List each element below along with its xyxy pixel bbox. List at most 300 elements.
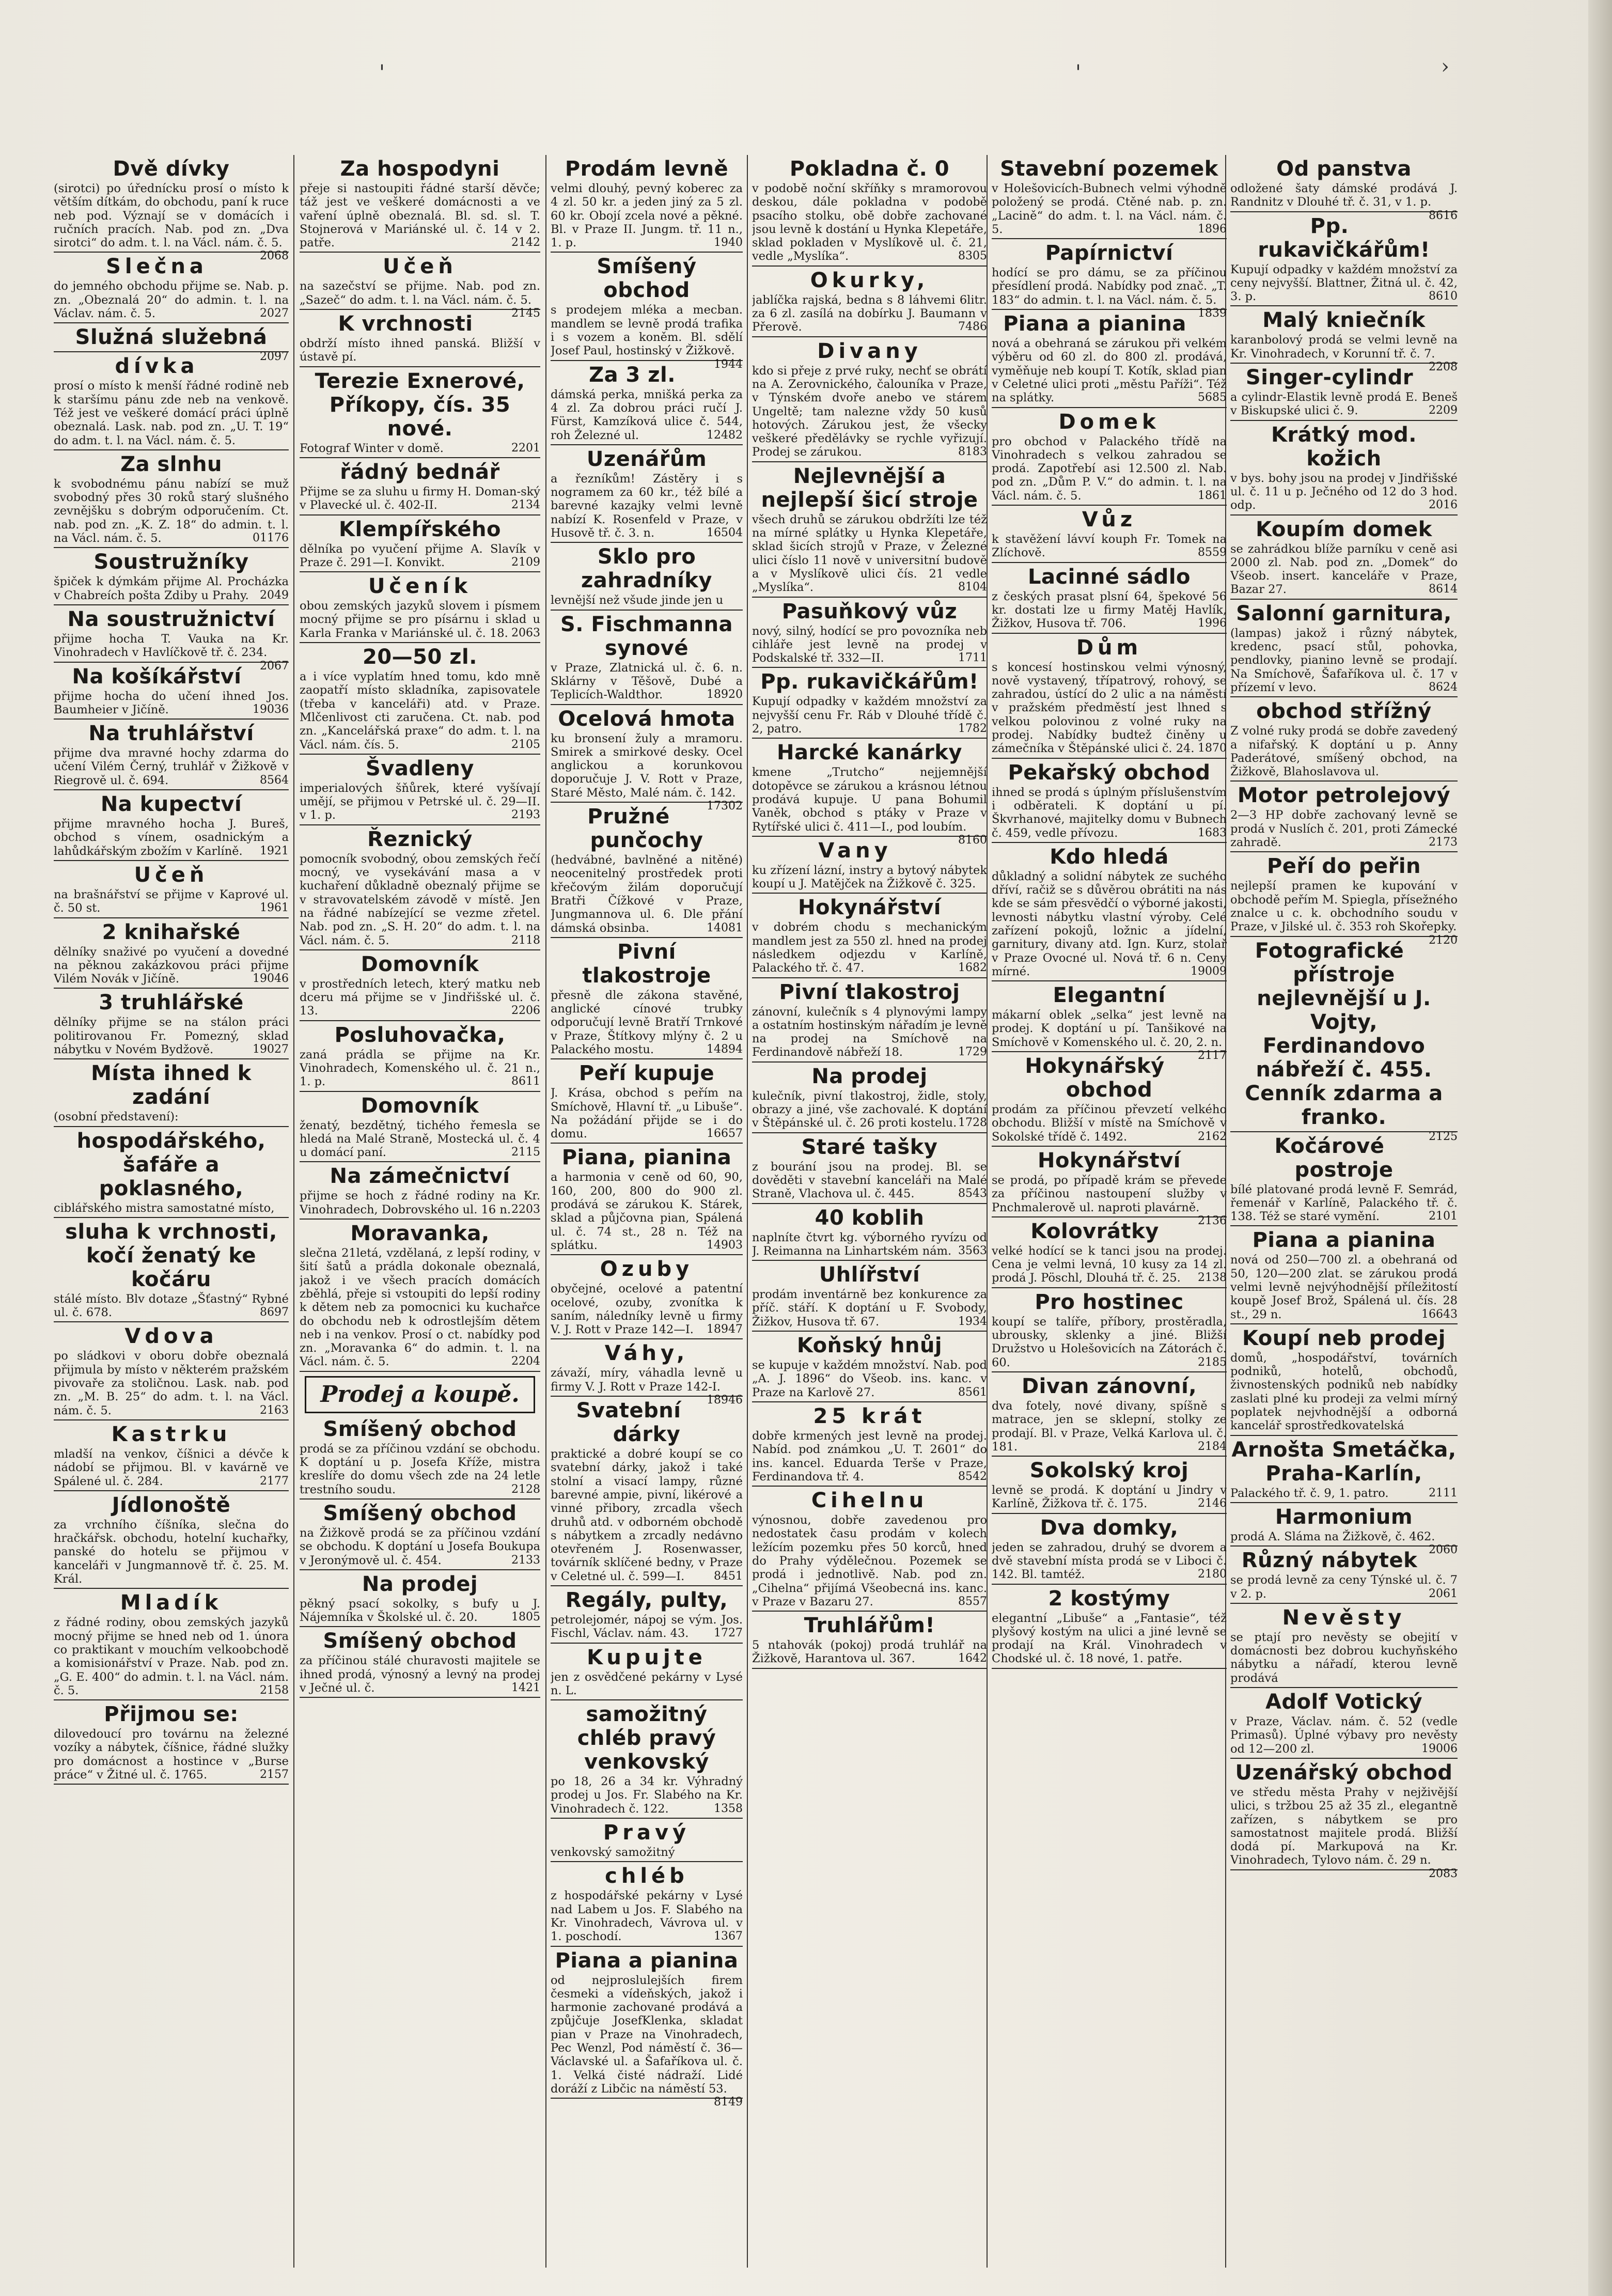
ad-title: Pokladna č. 0 — [789, 157, 950, 181]
ad-divider — [1230, 1545, 1458, 1547]
print-mark-center: ' — [1075, 61, 1081, 85]
ad-text — [1230, 627, 1458, 694]
ad-title: Za hospodyni — [340, 157, 500, 181]
ad-title: Domovník — [361, 1094, 479, 1118]
classified-ad — [300, 1222, 540, 1372]
ad-body: levnější než všude jinde jen u — [551, 593, 724, 607]
ad-divider — [300, 1626, 540, 1627]
ad-body: důkladný a solidní nábytek ze suchého dříví, račiž se s důvěrou obrátiti na nás kde se sám přesvědčí o výborné jakosti, levnosti nábytku vlastní výroby. Celé zařízení pokojů, ložnic a jídelní, garnitury, divany atd. Ign. Kurz, stolař v Praze Ovocné ul. Nová tř. 6 n. Ceny mírné. — [992, 869, 1227, 978]
ad-divider — [1230, 514, 1458, 516]
ad-divider — [300, 824, 540, 825]
ad-divider — [300, 571, 540, 572]
ad-number: 2097 — [260, 350, 289, 364]
ad-text — [1230, 182, 1458, 222]
ad-divider — [551, 252, 743, 253]
ad-title: Hokynářství — [1037, 1148, 1181, 1173]
classified-ad — [752, 269, 987, 337]
ad-text — [54, 1110, 289, 1123]
ad-title: Pružné punčochy — [587, 805, 703, 853]
ad-divider — [752, 1331, 987, 1332]
ad-text — [54, 1201, 289, 1215]
classified-ad — [300, 757, 540, 825]
classified-ad — [1230, 518, 1458, 600]
ad-divider — [300, 514, 540, 516]
ad-number: 2173 — [1429, 836, 1458, 849]
classified-ad — [992, 410, 1227, 506]
classified-ad — [54, 354, 289, 450]
ad-title: Divan zánovní, — [1021, 1374, 1197, 1398]
ad-divider — [992, 1668, 1227, 1669]
ad-divider — [752, 461, 987, 462]
ad-number: 2109 — [511, 555, 540, 569]
ad-divider — [551, 1643, 743, 1644]
ad-divider — [300, 366, 540, 367]
ad-text — [300, 542, 540, 570]
ad-title: Od panstva — [1276, 157, 1412, 181]
classified-ad — [54, 792, 289, 861]
ad-divider — [752, 1061, 987, 1063]
ad-number: 1896 — [1198, 222, 1227, 236]
ad-title: Cihelnu — [811, 1489, 928, 1513]
section-heading-box: Prodej a koupě. — [305, 1376, 535, 1413]
classified-ad — [992, 1148, 1227, 1227]
column-3 — [551, 155, 743, 2278]
classified-ad — [54, 863, 289, 918]
ad-divider — [551, 542, 743, 543]
ad-number: 1367 — [714, 1930, 743, 1943]
ad-divider — [752, 1611, 987, 1612]
ad-number: 2180 — [1198, 1568, 1227, 1581]
classified-ad — [54, 1493, 289, 1589]
ad-number: 1642 — [958, 1652, 987, 1665]
ad-text — [992, 1103, 1227, 1144]
ad-text — [300, 852, 540, 947]
ad-title: Místa ihned k zadání — [91, 1061, 252, 1110]
ad-divider — [1230, 1687, 1458, 1688]
ad-number: 2060 — [1429, 1543, 1458, 1557]
ad-body: dělníky přijme se na stálon práci politirovanou Fr. Pomezný, sklad nábytku v Novém Bydžově. — [54, 1016, 289, 1056]
ad-text — [1230, 1785, 1458, 1880]
ad-number: 2016 — [1429, 498, 1458, 512]
ad-title: obchod střížný — [1256, 699, 1432, 724]
ad-number: 19009 — [1191, 964, 1227, 978]
ad-title: Vůz — [1082, 508, 1137, 532]
ad-divider — [54, 1126, 289, 1127]
ad-text — [752, 364, 987, 459]
ad-number: 2208 — [1429, 361, 1458, 374]
ad-number: 16657 — [707, 1127, 743, 1141]
ad-divider — [54, 449, 289, 450]
ad-divider — [54, 1588, 289, 1589]
ad-body: stálé místo. Blv dotaze „Šťastný“ Rybné ul. č. 678. — [54, 1292, 289, 1320]
classified-ad — [54, 325, 289, 364]
ad-divider — [992, 1584, 1227, 1585]
ad-number: 2133 — [511, 1553, 540, 1567]
classified-ad — [752, 1404, 987, 1487]
ad-number: 8542 — [958, 1470, 987, 1483]
ad-number: 8564 — [260, 773, 289, 787]
classified-ad — [1230, 1606, 1458, 1688]
ad-title: Na truhlářství — [88, 722, 254, 746]
classified-ad — [992, 565, 1227, 634]
ad-number: 2134 — [511, 498, 540, 512]
ad-number: 1727 — [714, 1627, 743, 1640]
ad-divider — [551, 1946, 743, 1947]
ad-title: Motor petrolejový — [1237, 784, 1451, 808]
classified-ad — [992, 241, 1227, 320]
ad-number: 1996 — [1198, 617, 1227, 630]
ad-text — [1230, 1253, 1458, 1321]
ad-body: petrolejomér, nápoj se vým. Jos. Fischl, Václav. nám. 43. — [551, 1613, 743, 1641]
classified-ad — [551, 1146, 743, 1255]
ad-number: 01176 — [253, 532, 289, 545]
ad-text — [54, 1016, 289, 1056]
ad-number: 12482 — [707, 428, 743, 442]
ad-title: Váhy, — [604, 1341, 689, 1366]
ad-number: 1711 — [958, 651, 987, 665]
classified-ad — [551, 940, 743, 1059]
ad-title: 25 krát — [813, 1404, 926, 1428]
ad-divider — [752, 1668, 987, 1669]
ad-text — [992, 786, 1227, 840]
ad-divider — [54, 988, 289, 989]
classified-ad — [1230, 784, 1458, 852]
ad-body: odložené šaty dámské prodává J. Randnitz v Dlouhé tř. č. 31, v 1. p. — [1230, 182, 1458, 209]
ad-text — [1230, 724, 1458, 778]
classified-ad — [1230, 214, 1458, 307]
ad-body: dámská perka, mnišká perka za 4 zl. Za dobrou práci ručí J. Fürst, Kamzíková ulice č. 544, roh Železné ul. — [551, 387, 743, 442]
ad-text — [54, 1349, 289, 1417]
ad-body: prodám za příčinou převzetí velkého obchodu. Bližší v místě na Smíchově v Sokolské třídě č. 1492. — [992, 1103, 1227, 1144]
classified-ad — [300, 255, 540, 320]
ad-text — [1230, 472, 1458, 512]
ad-body: se ptají pro nevěsty se obejití v domácnosti bez dobrou kuchyňského nábytku a nářadí, kterou levně prodává — [1230, 1630, 1458, 1685]
ad-divider — [992, 1287, 1227, 1288]
classified-ad — [992, 1290, 1227, 1372]
ad-divider — [992, 1146, 1227, 1147]
ad-divider — [54, 789, 289, 790]
ad-body: elegantní „Libuše“ a „Fantasie“, též plyšový kostým na ulici a jiné levně se prodají na Král. Vinohradech v Chodské ul. č. 18 nové, 1. patře. — [992, 1611, 1227, 1666]
ad-divider — [752, 1132, 987, 1133]
ad-title: Domek — [1058, 410, 1160, 434]
classified-ad — [992, 312, 1227, 408]
ad-text — [752, 920, 987, 975]
classified-ad — [551, 707, 743, 813]
ad-body: v podobě noční skříňky s mramorovou deskou, dále pokladna v podobě psacího stolku, obě dobře zachované jsou levně k dostání u Hynka Klepetáře, sklad pokladen v Myslíkově ul. č. 21, vedle „Myslíka“. — [752, 182, 987, 263]
ad-body: prodá A. Sláma na Žižkově, č. 462. — [1230, 1529, 1435, 1543]
ad-number: 8611 — [511, 1075, 540, 1088]
ad-number: 2067 — [260, 659, 289, 673]
ad-number: 16504 — [707, 526, 743, 540]
ad-title: Elegantní — [1053, 983, 1166, 1008]
ad-body: jablíčka rajská, bedna s 8 láhvemi 6litr. za 6 zl. zasílá na dobírku J. Baumann v Přerově. — [752, 293, 987, 334]
ad-divider — [1230, 1131, 1458, 1132]
ad-title: Kdo hledá — [1050, 845, 1169, 869]
classified-ad — [300, 369, 540, 458]
ad-number: 14081 — [707, 921, 743, 934]
ad-number: 8697 — [260, 1306, 289, 1319]
ad-body: na sazečství se přijme. Nab. pod zn. „Sazeč“ do adm. t. l. na Václ. nám. č. 5. — [300, 279, 540, 307]
ad-number: 2193 — [511, 808, 540, 822]
ad-text — [752, 1089, 987, 1130]
classified-ad — [752, 741, 987, 847]
ad-text — [300, 1119, 540, 1160]
classified-ad — [752, 670, 987, 739]
ad-number: 17302 — [707, 800, 743, 813]
ad-divider — [300, 949, 540, 950]
ad-title: Smíšený obchod — [323, 1501, 517, 1525]
ad-number: 1682 — [958, 961, 987, 975]
ad-body: nová a obehraná se zárukou při velkém výběru od 60 zl. do 800 zl. prodává, vyměňuje neb koupí T. Kotík, sklad pian v Celetné ulici proti „městu Paříži“. Též na splátky. — [992, 337, 1227, 405]
ad-title: sluha k vrchnosti, kočí ženatý ke kočáru — [65, 1220, 277, 1291]
ad-number: 2162 — [1198, 1130, 1227, 1143]
ad-text — [992, 1008, 1227, 1063]
ad-text — [752, 1288, 987, 1329]
classified-ad — [992, 1587, 1227, 1669]
ad-body: a cylindr-Elastik levně prodá E. Beneš v Biskupské ulici č. 9. — [1230, 391, 1458, 418]
ad-divider — [752, 1203, 987, 1204]
ad-number: 1782 — [958, 722, 987, 736]
ad-divider — [992, 1216, 1227, 1217]
ad-divider — [1230, 851, 1458, 852]
classified-ad — [551, 157, 743, 253]
ad-number: 2063 — [511, 626, 540, 639]
ad-divider — [752, 265, 987, 267]
ad-number: 1683 — [1198, 826, 1227, 839]
ad-text — [54, 690, 289, 717]
classified-ad — [54, 1061, 289, 1127]
ad-divider — [992, 505, 1227, 506]
ad-title: Kupujte — [587, 1645, 707, 1669]
ad-title: Sokolský kroj — [1029, 1459, 1189, 1483]
ad-body: domů, „hospodářství, továrních podniků, hotelů, obchodů, živnostenských podniků neb nabídky zaslati plné ku prodeji za velmi mírný poplatek nejvhodnější a odborná kancelář sprostředkovatelská — [1230, 1351, 1458, 1433]
ad-body: z bourání jsou na prodej. Bl. se dověděti v stavební kanceláři na Malé Straně, Vlachova ul. č. 445. — [752, 1160, 987, 1201]
ad-title: Učeň — [134, 863, 209, 887]
ad-number: 8557 — [958, 1595, 987, 1608]
ad-divider — [300, 309, 540, 310]
ad-text — [992, 661, 1227, 756]
ad-text — [551, 1775, 743, 1816]
ad-number: 2203 — [511, 1202, 540, 1216]
ad-text — [551, 853, 743, 935]
classified-ad — [300, 1164, 540, 1220]
ad-text — [551, 388, 743, 442]
ad-text — [551, 989, 743, 1056]
ad-number: 8160 — [958, 833, 987, 847]
ad-body: v bys. bohy jsou na prodej v Jindřišské ul. č. 11 u p. Ječného od 12 do 3 hod. odp. — [1230, 471, 1458, 512]
ad-divider — [551, 937, 743, 938]
ad-body: prodá se za příčinou vzdání se obchodu. K doptání u p. Josefa Kříže, mistra kreslíře do domu všech zde na 24 letle trestního soudu. — [300, 1442, 540, 1496]
ad-divider — [752, 1486, 987, 1487]
ad-body: praktické a dobré koupí se co svatební dárky, jakož i také stolní a visací lampy, různé barevné ampie, pivní, likérové a vinné přibory, zrcadla všech druhů atd. v odborném obchodě s nábytkem a zrcadly nedávno otevřeném J. Rosenwasser, továrník sklíčené bedny, v Praze v Celetné ul. č. 599—I. — [551, 1447, 743, 1583]
ad-body: slečna 21letá, vzdělaná, z lepší rodiny, v šití šatů a prádla dokonale obeznalá, jakož i ve všech pracích domácích zběhlá, přeje si vstoupiti do lepší rodiny k dětem neb za pomocnici ku kuchařce do obchodu neb k odrostlejším dětem neb i na venkov. Prosí o ct. nabídky pod zn. „Moravanka 6“ do admin. t. l. na Václ. nám. č. 5. — [300, 1246, 540, 1369]
ad-divider — [1230, 363, 1458, 364]
ad-text — [551, 593, 743, 607]
ad-title: Stavební pozemek — [1000, 157, 1218, 181]
column-2 — [300, 155, 540, 2278]
ad-body: obdrží místo ihned panská. Bližší v ústavě pí. — [300, 337, 540, 364]
ad-title: Fotografické přístroje nejlevnější u J. Vojty, Ferdinandovo nábřeží č. 455. Cenník zdarma a franko. — [1245, 939, 1443, 1129]
ad-divider — [54, 1490, 289, 1491]
ad-number: 3563 — [958, 1244, 987, 1257]
ad-text — [752, 624, 987, 665]
ad-number: 8610 — [1429, 290, 1458, 303]
ad-number: 8624 — [1429, 680, 1458, 694]
ad-number: 1961 — [260, 901, 289, 915]
ad-divider — [54, 604, 289, 605]
classified-ad — [752, 896, 987, 978]
ad-title: Smíšený obchod — [323, 1629, 517, 1653]
ad-text — [752, 864, 987, 891]
ad-title: Regály, pulty, — [565, 1588, 728, 1612]
ad-body: kmene „Trutcho“ nejjemnější dotopěvce se zárukou a krásnou létnou prodává kupuje. U pana Bohumil Vaněk, obchod s ptáky v Praze v Rytířské ulici č. 411—I., pod loubím. — [752, 766, 987, 834]
ad-body: ku bronsení žuly a mramoru. Smirek a smirkové desky. Ocel anglickou a korunkovou doporučuje J. V. Rott v Praze, Staré Město, Malé nám. č. 142. — [551, 731, 743, 800]
column-6 — [1230, 155, 1458, 2278]
ad-number: 8559 — [1198, 546, 1227, 559]
ad-number: 2125 — [1429, 1130, 1458, 1143]
ad-body: a řezníkům! Zástěry i s nogramem za 60 kr., též bílé a barevné kazajky velmi levně nabízí K. Rosenfeld v Praze, v Husově tř. č. 3. n. — [551, 472, 743, 540]
classified-ad — [1230, 939, 1458, 1143]
ad-text — [551, 303, 743, 371]
ad-number: 18947 — [707, 1323, 743, 1336]
classified-ad — [752, 339, 987, 462]
ad-divider — [992, 980, 1227, 981]
ad-body: velmi dlouhý, pevný koberec za 4 zl. 50 kr. a jeden jiný za 5 zl. 60 kr. Obojí zcela nové a pěkné. Bl. v Praze II. Jungm. tř. 11 n., 1. p. — [551, 182, 743, 250]
classified-ad — [300, 827, 540, 950]
ad-title: Na kupectví — [100, 792, 242, 817]
ad-title: Ocelová hmota — [558, 707, 735, 731]
classified-ad — [54, 550, 289, 605]
ad-divider — [551, 1058, 743, 1059]
ad-title: řádný bednář — [340, 460, 500, 484]
ad-body: na brašnářství se přijme v Kaprové ul. č. 50 st. — [54, 887, 289, 915]
ad-number: 2145 — [511, 307, 540, 320]
ad-title: Přijmou se: — [104, 1703, 239, 1727]
ad-title: Služná služebná — [75, 325, 268, 350]
ad-title: Divany — [817, 339, 922, 363]
print-mark-right: › — [1441, 55, 1449, 79]
ad-divider — [300, 1498, 540, 1500]
ad-divider — [1230, 696, 1458, 697]
classified-ad — [1230, 1505, 1458, 1557]
ad-number: 19046 — [253, 972, 289, 986]
ad-text — [551, 1086, 743, 1141]
ad-body: Palackého tř. č. 9, 1. patro. — [1230, 1486, 1389, 1500]
ad-text — [992, 1612, 1227, 1666]
ad-number: 5685 — [1198, 391, 1227, 404]
ad-divider — [752, 336, 987, 337]
ad-body: s prodejem mléka a mecban. mandlem se levně prodá trafika i s vozem a koněm. Bl. sdělí Josef Paul, hostinský v Žižkově. — [551, 303, 743, 358]
classified-ad — [551, 1821, 743, 1862]
ad-text — [1230, 391, 1458, 418]
ad-body: imperialových šňůrek, které vyšívají umějí, se přijmou v Petrské ul. č. 29—II. v 1. p. — [300, 781, 540, 822]
ad-body: nová od 250—700 zl. a obehraná od 50, 120—200 zlat. se zárukou prodá velmi levně nejvýhodnější příležitostí koupě Josef Brož, Spálená ul. čís. 28 st., 29 n. — [1230, 1253, 1458, 1321]
classified-ad — [1230, 366, 1458, 421]
ad-divider — [752, 667, 987, 668]
ad-divider — [1230, 1323, 1458, 1324]
ad-number: 1805 — [511, 1611, 540, 1624]
classified-ad — [300, 645, 540, 755]
ad-body: přesně dle zákona stavěné, anglické cínové trubky odporučují levně Bratří Trnkové v Praze, Štítkovy mlýny č. 2 u Palackého mostu. — [551, 988, 743, 1056]
ad-divider — [1230, 936, 1458, 937]
ad-title: Za slnhu — [120, 452, 222, 476]
classified-ad — [54, 255, 289, 323]
ad-number: 2184 — [1198, 1440, 1227, 1453]
ad-title: Kastrku — [111, 1422, 231, 1446]
ad-body: se zahrádkou blíže parníku v ceně asi 2000 zl. Nab. pod zn. „Domek“ do Všeob. insert. kanceláře v Praze, Bazar 27. — [1230, 542, 1458, 597]
classified-ad — [551, 545, 743, 610]
ad-number: 2120 — [1429, 933, 1458, 947]
ad-body: Přijme se za sluhu u firmy H. Doman-ský v Plavecké ul. č. 402-II. — [300, 485, 540, 512]
ad-text — [992, 533, 1227, 560]
ad-body: levně se prodá. K doptání u Jindry v Karlíně, Žižkova tř. č. 175. — [992, 1483, 1227, 1511]
classified-ad — [752, 1334, 987, 1402]
ad-divider — [54, 252, 289, 253]
ad-title: Dva domky, — [1040, 1516, 1179, 1540]
classified-ad — [992, 1459, 1227, 1514]
classified-ad — [752, 1135, 987, 1204]
classified-ad — [300, 157, 540, 253]
ad-text — [1230, 808, 1458, 849]
ad-number: 2117 — [1198, 1049, 1227, 1063]
ad-divider — [992, 238, 1227, 239]
ad-text — [752, 513, 987, 595]
ad-body: z hospodářské pekárny v Lysé nad Labem u Jos. F. Slabého na Kr. Vinohradech, Vávrova ul. v 1. poschodí. — [551, 1889, 743, 1944]
classified-ad — [551, 1948, 743, 2109]
classified-ad — [300, 1023, 540, 1092]
ad-text — [300, 337, 540, 364]
ad-divider — [551, 610, 743, 611]
ad-title: Staré tašky — [801, 1135, 938, 1159]
ad-divider — [300, 457, 540, 458]
ad-text — [992, 1173, 1227, 1227]
ad-title: Pravý — [603, 1821, 691, 1845]
ad-divider — [300, 642, 540, 643]
ad-title: Piana a pianina — [555, 1948, 739, 1973]
ad-text — [551, 1846, 743, 1859]
ad-text — [54, 1616, 289, 1697]
ad-text — [551, 1366, 743, 1407]
ad-text — [752, 1005, 987, 1059]
ad-title: Různý nábytek — [1241, 1549, 1418, 1573]
ad-text — [300, 1189, 540, 1216]
column-separator — [293, 155, 294, 2268]
classified-ad — [300, 1572, 540, 1628]
ad-title: Moravanka, — [350, 1222, 490, 1246]
ad-text — [54, 1292, 289, 1320]
ad-title: Hokynářský obchod — [1025, 1054, 1165, 1102]
ad-title: 2 knihařské — [102, 920, 241, 944]
ad-title: S. Fischmanna synové — [560, 612, 733, 660]
classified-ad — [1230, 1326, 1458, 1436]
ad-title: Pekařský obchod — [1008, 760, 1211, 785]
ad-title: Papírnictví — [1045, 241, 1173, 265]
ad-divider — [992, 1456, 1227, 1457]
classified-ad — [992, 983, 1227, 1063]
ad-body: naplníte čtvrt kg. výborného ryvízu od J. Reimanna na Linhartském nám. — [752, 1230, 987, 1258]
classified-ad — [551, 363, 743, 445]
ad-body: Kupují odpadky v každém množství za ceny nejvyšší. Blattner, Žitná ul. č. 42, 3. p. — [1230, 262, 1458, 304]
ad-text — [992, 870, 1227, 978]
classified-ad — [1230, 854, 1458, 947]
ad-title: Kolovrátky — [1030, 1219, 1159, 1243]
ad-body: mákarní oblek „selka“ jest levně na prodej. K doptání u pí. Tanšikové na Smíchově v Komenského ul. č. 20, 2. n. — [992, 1008, 1227, 1049]
ad-number: 8104 — [958, 581, 987, 594]
classified-ad — [551, 1399, 743, 1586]
ad-number: 2068 — [260, 249, 289, 263]
ad-number: 2177 — [260, 1474, 289, 1488]
ad-title: Smíšený obchod — [323, 1417, 517, 1441]
